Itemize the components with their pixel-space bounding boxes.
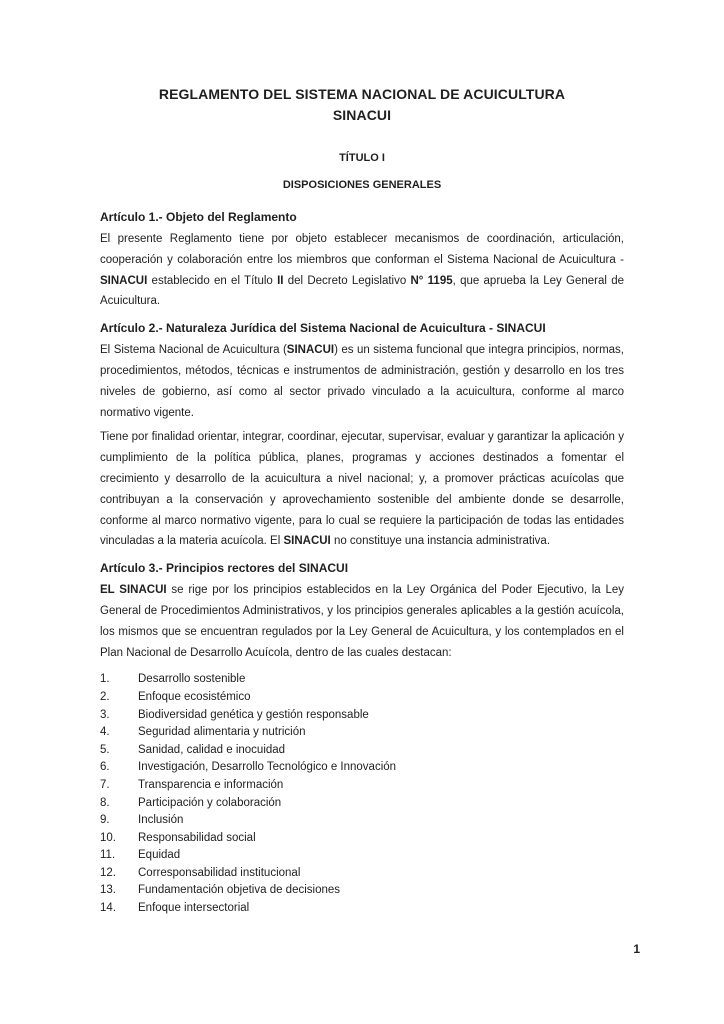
list-item-number: 3. bbox=[100, 708, 110, 721]
section-subtitle: DISPOSICIONES GENERALES bbox=[282, 179, 442, 191]
section-title: TÍTULO I bbox=[339, 152, 385, 164]
list-item-label: Corresponsabilidad institucional bbox=[138, 866, 301, 879]
list-item bbox=[100, 812, 624, 830]
list-item bbox=[100, 689, 624, 707]
list-item bbox=[100, 707, 624, 725]
list-item bbox=[100, 830, 624, 848]
list-item-number: 10. bbox=[100, 831, 116, 844]
list-item-number: 4. bbox=[100, 726, 110, 739]
list-item-number: 9. bbox=[100, 814, 110, 827]
list-item-label: Enfoque ecosistémico bbox=[138, 690, 251, 703]
page-number: 1 bbox=[633, 942, 640, 956]
article-2-paragraph-1: El Sistema Nacional de Acuicultura (SINACUI) es un sistema funcional que integra principios, normas, procedimientos, métodos, técnicas e instrumentos de administración, gestión y desarrollo en los tres niveles de gobierno, así como al sector privado vinculado a la acuicultura, conforme al marco normativo vigente. bbox=[100, 344, 624, 419]
list-item-label: Desarrollo sostenible bbox=[138, 673, 246, 686]
list-item-label: Investigación, Desarrollo Tecnológico e Innovación bbox=[138, 761, 397, 774]
list-item-number: 7. bbox=[100, 778, 110, 791]
list-item-label: Sanidad, calidad e inocuidad bbox=[138, 743, 286, 756]
document-title bbox=[100, 84, 624, 126]
list-item-label: Enfoque intersectorial bbox=[138, 902, 250, 915]
list-item bbox=[100, 671, 624, 689]
list-item bbox=[100, 865, 624, 883]
list-item bbox=[100, 900, 624, 918]
list-item-number: 14. bbox=[100, 902, 116, 915]
list-item bbox=[100, 847, 624, 865]
list-item-label: Seguridad alimentaria y nutrición bbox=[138, 726, 306, 739]
document-title-line2: SINACUI bbox=[332, 107, 392, 123]
list-item bbox=[100, 882, 624, 900]
principles-list bbox=[100, 671, 624, 917]
list-item-label: Equidad bbox=[138, 849, 181, 862]
article-2-heading: Artículo 2.- Naturaleza Jurídica del Sistema Nacional de Acuicultura - SINACUI bbox=[100, 321, 546, 336]
list-item bbox=[100, 795, 624, 813]
article-1-paragraph: El presente Reglamento tiene por objeto establecer mecanismos de coordinación, articulación, cooperación y colaboración entre los miembros que conforman el Sistema Nacional de Acuicultura - SINACUI establecido en el Título II del Decreto Legislativo N° 1195, que aprueba la Ley General de Acuicultura. bbox=[100, 233, 624, 308]
list-item-number: 5. bbox=[100, 743, 110, 756]
document-title-line1: REGLAMENTO DEL SISTEMA NACIONAL DE ACUICULTURA bbox=[158, 86, 566, 102]
list-item-label: Inclusión bbox=[138, 814, 184, 827]
list-item-number: 12. bbox=[100, 866, 116, 879]
list-item-number: 8. bbox=[100, 796, 110, 809]
article-3-heading: Artículo 3.- Principios rectores del SINACUI bbox=[100, 561, 349, 576]
list-item-label: Responsabilidad social bbox=[138, 831, 256, 844]
article-1-heading: Artículo 1.- Objeto del Reglamento bbox=[100, 210, 297, 224]
article-2-paragraph-2: Tiene por finalidad orientar, integrar, coordinar, ejecutar, supervisar, evaluar y garantizar la aplicación y cumplimiento de la política pública, planes, programas y acciones destinados a fomentar el crecimiento y desarrollo de la acuicultura a nivel nacional; y, a promover prácticas acuícolas que contribuyan a la conservación y aprovechamiento sostenible del ambiente donde se desarrolle, conforme al marco normativo vigente, para lo cual se requiere la participación de todas las entidades vinculadas a la materia acuícola. El SINACUI no constituye una instancia administrativa. bbox=[100, 431, 624, 548]
list-item-number: 1. bbox=[100, 673, 110, 686]
list-item bbox=[100, 724, 624, 742]
list-item-number: 11. bbox=[100, 849, 116, 862]
list-item-number: 13. bbox=[100, 884, 116, 897]
list-item-number: 6. bbox=[100, 761, 110, 774]
list-item-label: Participación y colaboración bbox=[138, 796, 282, 809]
list-item bbox=[100, 759, 624, 777]
list-item-number: 2. bbox=[100, 690, 110, 703]
list-item bbox=[100, 777, 624, 795]
list-item-label: Biodiversidad genética y gestión responsable bbox=[138, 708, 369, 721]
list-item-label: Transparencia e información bbox=[138, 778, 284, 791]
article-3-paragraph: EL SINACUI se rige por los principios establecidos en la Ley Orgánica del Poder Ejecutivo, la Ley General de Procedimientos Administrativos, y los principios generales aplicables a la gestión acuícola, los mismos que se encuentran regulados por la Ley General de Acuicultura, y los contemplados en el Plan Nacional de Desarrollo Acuícola, dentro de las cuales destacan: bbox=[100, 584, 625, 659]
list-item-label: Fundamentación objetiva de decisiones bbox=[138, 884, 341, 897]
list-item bbox=[100, 742, 624, 760]
